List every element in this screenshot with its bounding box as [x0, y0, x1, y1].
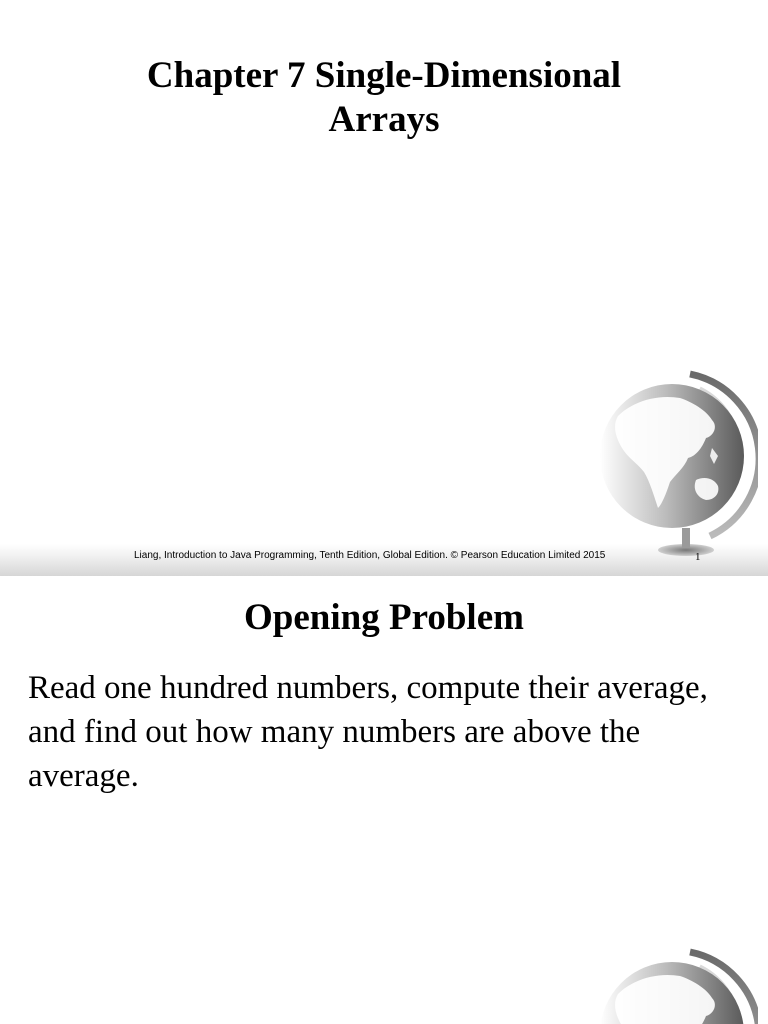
globe-icon	[588, 946, 758, 1024]
globe-icon	[588, 368, 758, 564]
slide-title-line-2: Arrays	[328, 99, 440, 140]
slide-2	[0, 576, 768, 1024]
body-paragraph: Read one hundred numbers, compute their average, and find out how many numbers are above the average.	[28, 670, 708, 794]
slide-title-line-1: Chapter 7 Single-Dimensional	[146, 55, 622, 96]
slide-title	[0, 54, 768, 142]
slide-title: Opening Problem	[244, 597, 524, 638]
page-number: 1	[695, 551, 701, 563]
footer-citation: Liang, Introduction to Java Programming, Tenth Edition, Global Edition. © Pearson Education Limited 2015	[134, 550, 606, 561]
